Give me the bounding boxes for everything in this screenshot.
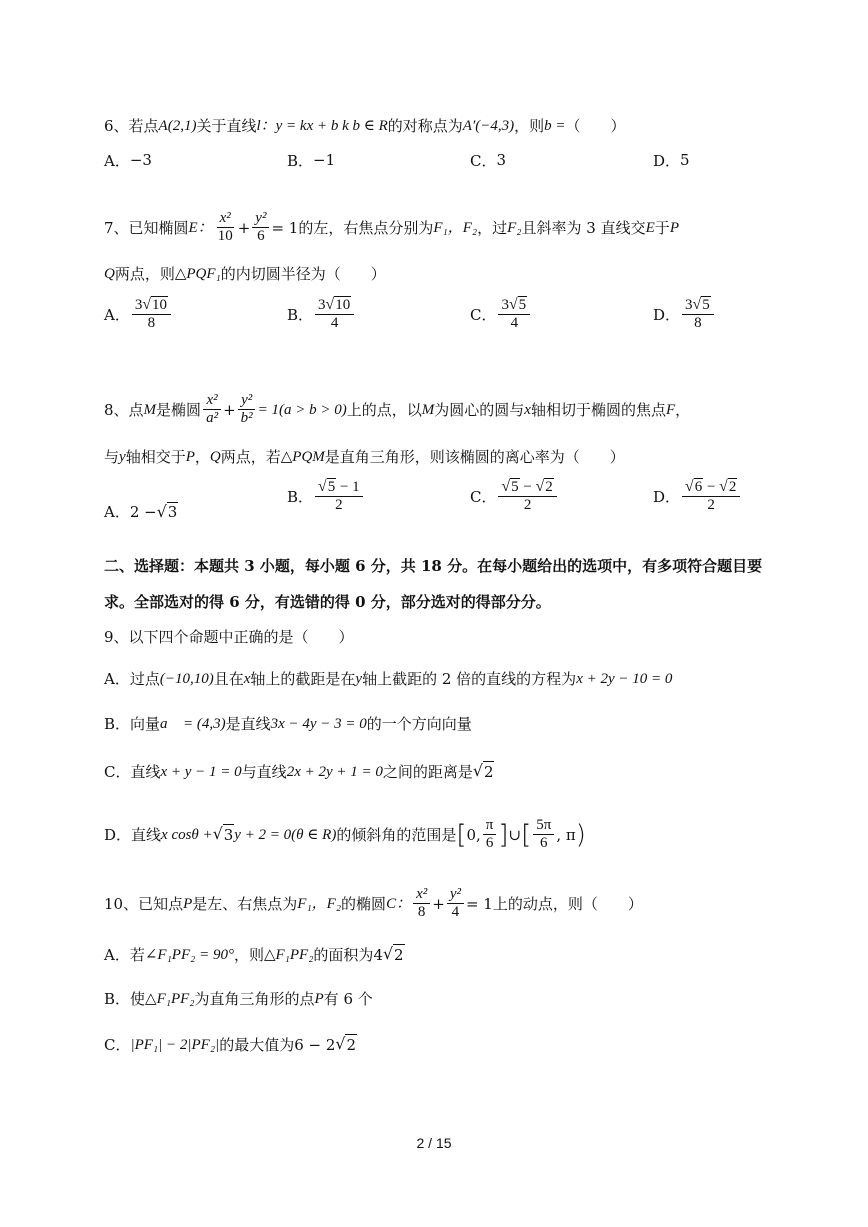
q10-stem: 10、已知点 P 是左、右焦点为 F₁，F₂ 的椭圆 C： $\frac{\text{x²}}{8}$ + $\frac{\text{y²}}{4}$ = 1 上的动点，则（ ）	[104, 886, 643, 921]
q6-option-c: C． 3	[470, 151, 507, 170]
q6-option-b: B． −1	[287, 151, 336, 170]
q9-option-b: B．向量 a⃗ = (4,3) 是直线 3x − 4y − 3 = 0 的一个方向向量	[104, 715, 472, 733]
q8-option-d: D． √ 6 − √ 2 2	[653, 478, 742, 515]
q7-fraction-y: $\frac{\text{y²}}{6}$	[252, 210, 269, 246]
q8-stem-line1: 8、点 M 是椭圆 $\frac{\text{x²}}{\text{a²}}$ + $\frac{\text{y²}}{\text{b²}}$ = 1(a > b > 0) 上的点，以 M 为圆心的圆与 x 轴相切于椭圆的焦点 F ，	[104, 392, 691, 427]
q8-option-c: C． √ 5 − √ 2 2	[470, 478, 559, 515]
q10-option-b: B．使 △F₁PF₂ 为直角三角形的点 P 有 6 个	[104, 990, 373, 1008]
q10-option-c: C． |PF₁| − 2|PF₂| 的最大值为 6 − 2 √ 2	[104, 1034, 356, 1054]
section2-heading-line2: 求。全部选对的得 6 分，有选错的得 0 分，部分选对的得部分分。	[104, 593, 551, 611]
q8-stem-line2: 与 y 轴相交于 P ， Q 两点，若 △PQM 是直角三角形，则该椭圆的离心率为（ ）	[104, 448, 625, 466]
q9-option-a: A．过点 (−10,10) 且在 x 轴上的截距是在 y 轴上截距的 2 倍的直线的方程为 x + 2y − 10 = 0	[104, 670, 673, 688]
q7-stem-line2: Q 两点，则 △PQF₁ 的内切圆半径为（ ）	[104, 265, 386, 283]
q8-fraction-x: $\frac{\text{x²}}{\text{a²}}$	[203, 392, 221, 428]
q7-stem-line1: 7、已知椭圆 E： $\frac{\text{x²}}{10}$ + $\frac{\text{y²}}{6}$ = 1 的左，右焦点分别为 F₁，F₂ ，过 F₂ 且斜率为 3 直线交 E 于 P	[104, 210, 679, 245]
section2-heading-line1: 二、选择题：本题共 3 小题，每小题 6 分，共 18 分。在每小题给出的选项中，有多项符合题目要	[104, 557, 763, 575]
q8-option-b: B． √ 5 − 1 2	[287, 478, 365, 515]
q7-option-a: A． 3 √ 10 8	[104, 296, 173, 333]
q7-option-d: D． 3 √ 5 8	[653, 296, 716, 333]
q8-option-a: A． 2 − √ 3	[104, 502, 178, 521]
q9-option-c: C．直线 x + y − 1 = 0 与直线 2x + 2y + 1 = 0 之间的距离是 √ 2	[104, 761, 494, 781]
q7-option-b: B． 3 √ 10 4	[287, 296, 356, 333]
q6-stem: 6、若点 A(2,1) 关于直线 l：y = kx + b k b ∈ R 的对称点为 A′(−4,3) ，则 b = （ ）	[104, 117, 626, 135]
q6-option-d: D． 5	[653, 151, 690, 170]
q7-option-c: C． 3 √ 5 4	[470, 296, 532, 333]
q9-stem: 9、以下四个命题中正确的是（ ）	[104, 628, 354, 646]
q6-option-a: A． −3	[104, 151, 152, 170]
q10-option-a: A．若 ∠F₁PF₂ = 90° ，则 △F₁PF₂ 的面积为 4 √ 2	[104, 944, 404, 964]
page-number: 2 / 15	[416, 1135, 452, 1151]
q8-fraction-y: $\frac{\text{y²}}{\text{b²}}$	[238, 392, 256, 428]
q9-option-d: D．直线 x cosθ + √ 3 y + 2 = 0(θ ∈ R) 的倾斜角的范围是 [ 0, $\frac{\pi}{6}$ ] ∪ [ $\frac{5\pi}{6}$ , π )	[104, 817, 586, 852]
q7-fraction-x: $\frac{\text{x²}}{10}$	[217, 210, 233, 245]
